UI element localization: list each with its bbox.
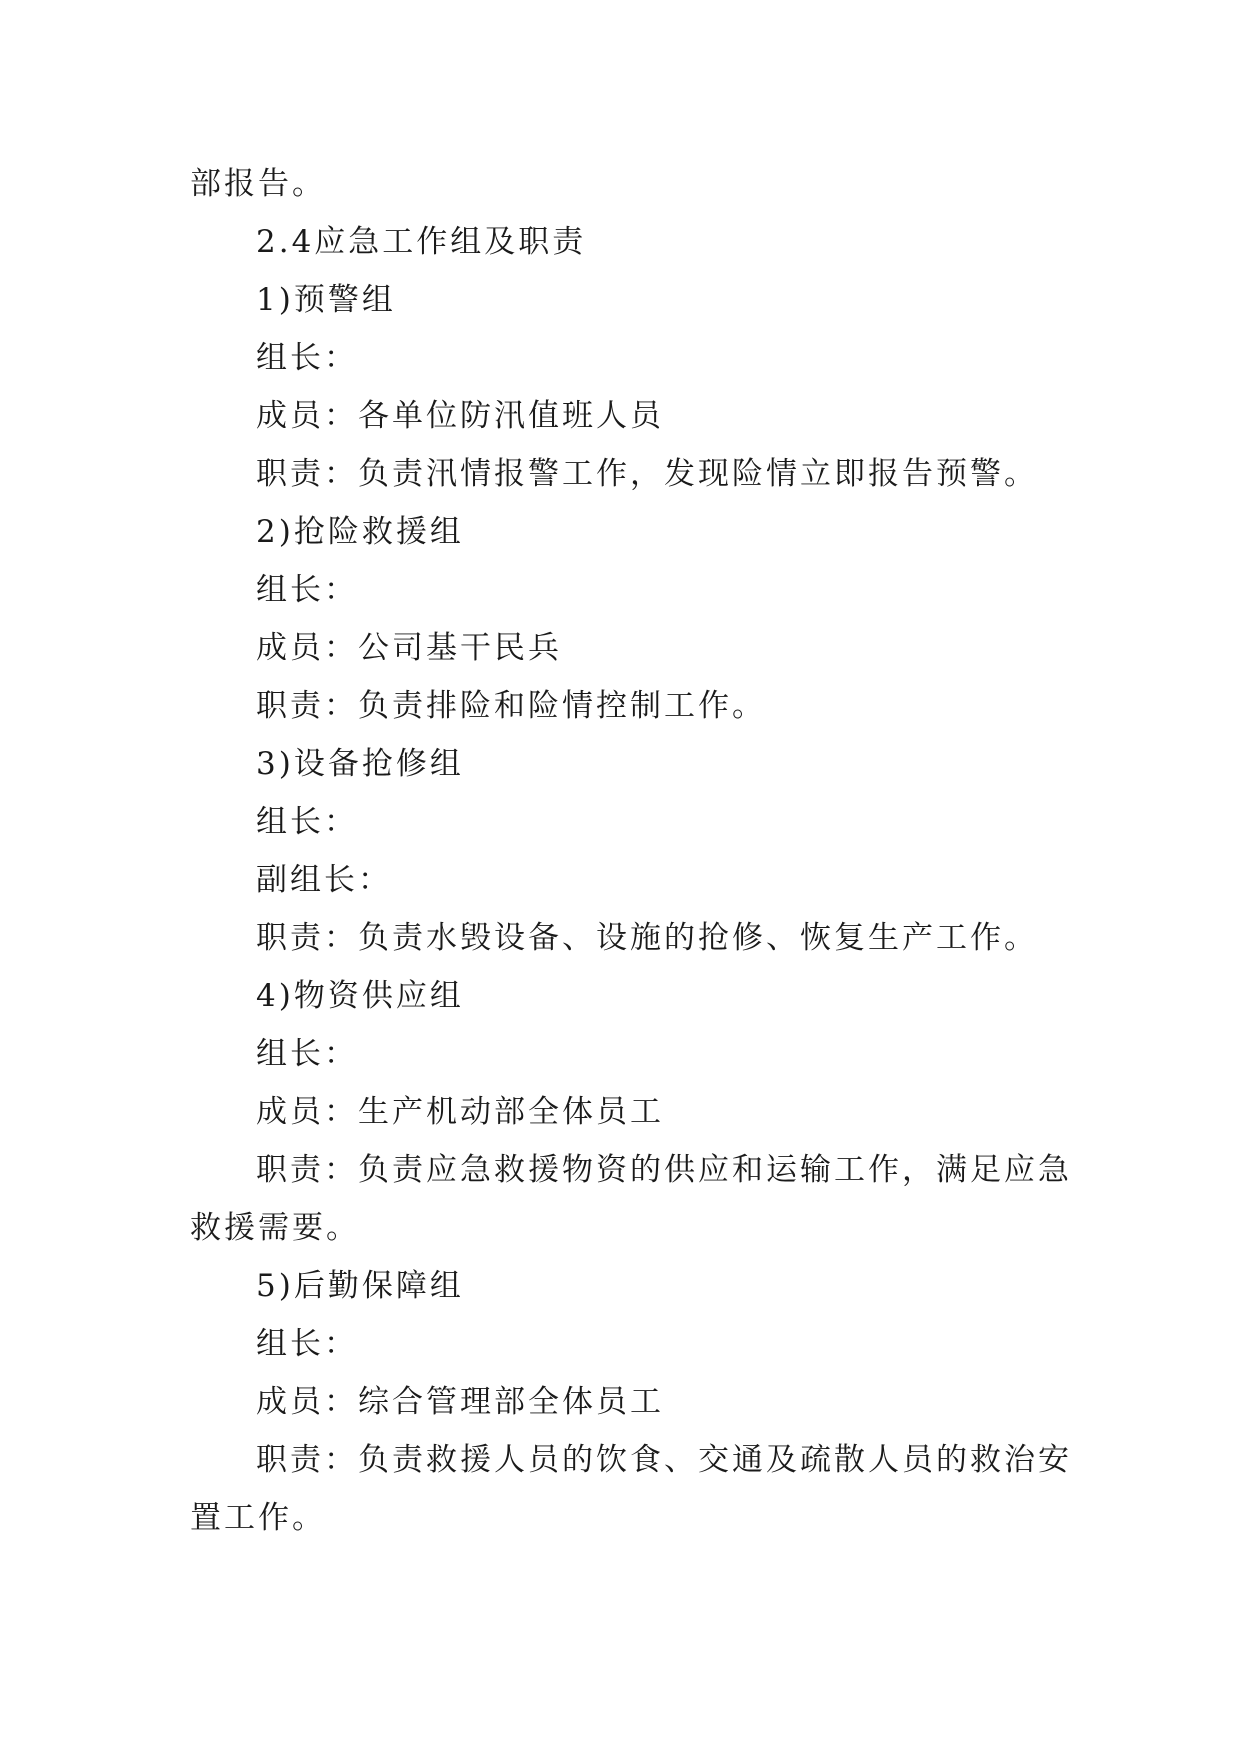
group-duty-line: 职责：负责应急救援物资的供应和运输工作，满足应急 — [256, 1152, 1072, 1188]
group-leader-line: 组长： — [256, 1036, 358, 1072]
group-members-line: 成员：生产机动部全体员工 — [256, 1094, 664, 1130]
paragraph-continuation: 部报告。 — [190, 166, 326, 202]
group-heading-warning: 1)预警组 — [256, 282, 396, 318]
group-leader-line: 组长： — [256, 340, 358, 376]
group-members-line: 成员：公司基干民兵 — [256, 630, 562, 666]
section-heading: 2.4应急工作组及职责 — [256, 224, 587, 260]
group-leader-line: 组长： — [256, 1326, 358, 1362]
group-heading-rescue: 2)抢险救援组 — [256, 514, 464, 550]
group-leader-line: 组长： — [256, 804, 358, 840]
group-members-line: 成员：各单位防汛值班人员 — [256, 398, 664, 434]
group-heading-supply: 4)物资供应组 — [256, 978, 464, 1014]
group-duty-continuation: 置工作。 — [190, 1500, 326, 1536]
group-deputy-leader-line: 副组长： — [256, 862, 392, 898]
group-heading-logistics: 5)后勤保障组 — [256, 1268, 464, 1304]
group-duty-line: 职责：负责排险和险情控制工作。 — [256, 688, 766, 724]
group-leader-line: 组长： — [256, 572, 358, 608]
group-heading-repair: 3)设备抢修组 — [256, 746, 464, 782]
group-members-line: 成员：综合管理部全体员工 — [256, 1384, 664, 1420]
group-duty-line: 职责：负责水毁设备、设施的抢修、恢复生产工作。 — [256, 920, 1038, 956]
group-duty-continuation: 救援需要。 — [190, 1210, 360, 1246]
group-duty-line: 职责：负责救援人员的饮食、交通及疏散人员的救治安 — [256, 1442, 1072, 1478]
group-duty-line: 职责：负责汛情报警工作，发现险情立即报告预警。 — [256, 456, 1038, 492]
